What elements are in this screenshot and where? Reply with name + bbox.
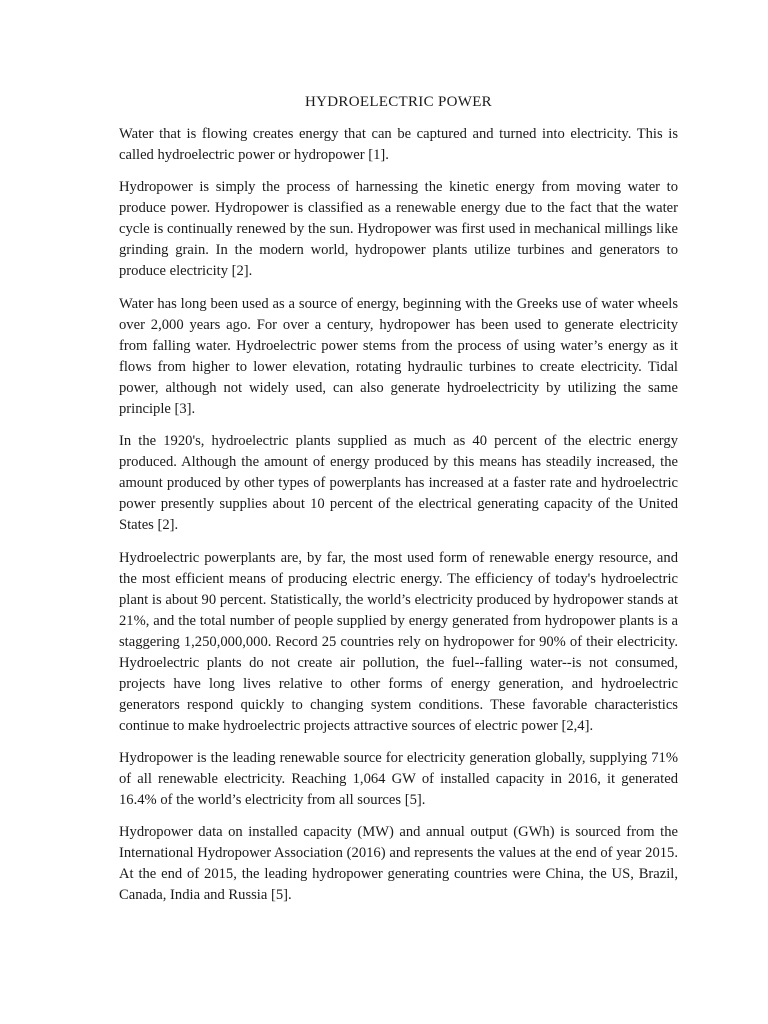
paragraph-intro: Water that is flowing creates energy that can be captured and turned into electricity. This is called hydroelectric power or hydropower [1]. (119, 126, 678, 163)
paragraph-definition: Hydropower is simply the process of harnessing the kinetic energy from moving water to produce power. Hydropower is classified as a renewable energy due to the fact that the water cycle is continually renewed by the sun. Hydropower was first used in mechanical millings like grinding grain. In the modern world, hydropower plants utilize turbines and generators to produce electricity [2]. (119, 179, 678, 280)
paragraph-1920s: In the 1920's, hydroelectric plants supplied as much as 40 percent of the electric energy produced. Although the amount of energy produced by this means has steadily increased, the amount produced by other types of powerplants has increased at a faster rate and hydroelectric power presently supplies about 10 percent of the electrical generating capacity of the United States [2]. (119, 433, 678, 534)
document-title: HYDROELECTRIC POWER (305, 94, 492, 110)
document-body (119, 93, 678, 918)
paragraph-data-source: Hydropower data on installed capacity (MW) and annual output (GWh) is sourced from the International Hydropower Association (2016) and represents the values at the end of year 2015. At the end of 2015, the leading hydropower generating countries were China, the US, Brazil, Canada, India and Russia [5]. (119, 824, 678, 904)
paragraph-history: Water has long been used as a source of energy, beginning with the Greeks use of water wheels over 2,000 years ago. For over a century, hydropower has been used to generate electricity from falling water. Hydroelectric power stems from the process of using water’s energy as it flows from higher to lower elevation, rotating hydraulic turbines to create electricity. Tidal power, although not widely used, can also generate hydroelectricity by utilizing the same principle [3]. (119, 295, 678, 417)
paragraph-efficiency: Hydroelectric powerplants are, by far, the most used form of renewable energy resource, and the most efficient means of producing electric energy. The efficiency of today's hydroelectric plant is about 90 percent. Statistically, the world’s electricity produced by hydropower stands at 21%, and the total number of people supplied by energy generated from hydropower plants is a staggering 1,250,000,000. Record 25 countries rely on hydropower for 90% of their electricity. Hydroelectric plants do not create air pollution, the fuel--falling water--is not consumed, projects have long lives relative to other forms of energy generation, and hydroelectric generators respond quickly to changing system conditions. These favorable characteristics continue to make hydroelectric projects attractive sources of electric power [2,4]. (119, 549, 678, 734)
paragraph-global-share: Hydropower is the leading renewable source for electricity generation globally, supplying 71% of all renewable electricity. Reaching 1,064 GW of installed capacity in 2016, it generated 16.4% of the world’s electricity from all sources [5]. (119, 749, 678, 808)
